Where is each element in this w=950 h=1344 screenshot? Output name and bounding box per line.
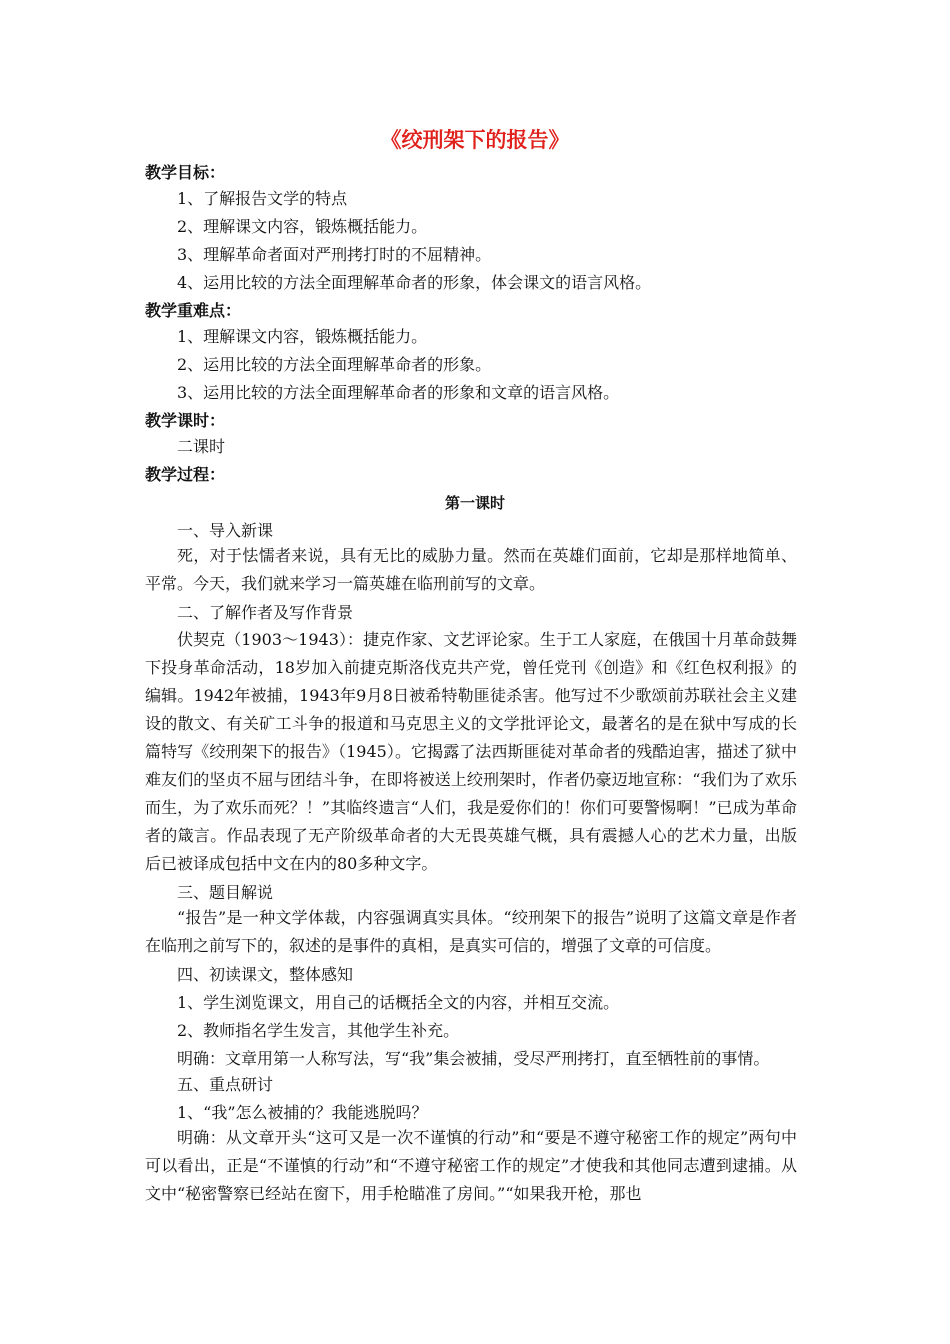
answer-text: 明确：文章用第一人称写法，写“我”集会被捕，受尽严刑拷打，直至牺牲前的事情。: [177, 1049, 770, 1068]
document-title: 《绞刑架下的报告》: [380, 128, 570, 152]
goal-item: 1、了解报告文学的特点: [177, 189, 348, 208]
hours-value: 二课时: [177, 437, 226, 456]
section-heading: 五、重点研讨: [177, 1075, 274, 1094]
section-heading: 二、了解作者及写作背景: [177, 603, 354, 622]
paragraph: 死，对于怯懦者来说，具有无比的威胁力量。然而在英雄们面前，它却是那样地简单、平常。今天，我们就来学习一篇英雄在临刑前写的文章。: [145, 546, 797, 593]
paragraph: 明确：从文章开头“这可又是一次不谨慎的行动”和“要是不遵守秘密工作的规定”两句中可以看出，正是“不谨慎的行动”和“不遵守秘密工作的规定”才使我和其他同志遭到逮捕。从文中“秘密警察已经站在窗下，用手枪瞄准了房间。”“如果我开枪，那也: [145, 1128, 797, 1203]
paragraph: “报告”是一种文学体裁，内容强调真实具体。“绞刑架下的报告”说明了这篇文章是作者在临刑之前写下的，叙述的是事件的真相，是真实可信的，增强了文章的可信度。: [145, 908, 797, 955]
goal-item: 2、理解课文内容，锻炼概括能力。: [177, 217, 428, 236]
key-point-item: 1、理解课文内容，锻炼概括能力。: [177, 327, 428, 346]
key-point-item: 2、运用比较的方法全面理解革命者的形象。: [177, 355, 492, 374]
list-item: 1、学生浏览课文，用自己的话概括全文的内容，并相互交流。: [177, 993, 620, 1012]
goal-item: 3、理解革命者面对严刑拷打时的不屈精神。: [177, 245, 492, 264]
section-heading: 一、导入新课: [177, 521, 274, 540]
goal-item: 4、运用比较的方法全面理解革命者的形象，体会课文的语言风格。: [177, 273, 652, 292]
lesson-title: 第一课时: [444, 494, 505, 512]
question-text: 1、“我”怎么被捕的？我能逃脱吗？: [177, 1103, 428, 1122]
section-heading: 四、初读课文，整体感知: [177, 965, 354, 984]
hours-heading: 教学课时：: [145, 411, 226, 430]
section-heading: 三、题目解说: [177, 883, 274, 902]
key-points-heading: 教学重难点：: [145, 301, 242, 320]
paragraph: 伏契克（1903～1943）：捷克作家、文艺评论家。生于工人家庭，在俄国十月革命鼓舞下投身革命活动，18岁加入前捷克斯洛伐克共产党，曾任党刊《创造》和《红色权利报》的编辑。1942年被捕，1943年9月8日被希特勒匪徒杀害。他写过不少歌颂前苏联社会主义建设的散文、有关矿工斗争的报道和马克思主义的文学批评论文，最著名的是在狱中写成的长篇特写《绞刑架下的报告》（1945）。它揭露了法西斯匪徒对革命者的残酷迫害，描述了狱中难友们的坚贞不屈与团结斗争，在即将被送上绞刑架时，作者仍豪迈地宣称：“我们为了欢乐而生，为了欢乐而死？！”其临终遗言“人们，我是爱你们的！你们可要警惕啊！”已成为革命者的箴言。作品表现了无产阶级革命者的大无畏英雄气概，具有震撼人心的艺术力量，出版后已被译成包括中文在内的80多种文字。: [145, 630, 797, 873]
list-item: 2、教师指名学生发言，其他学生补充。: [177, 1021, 460, 1040]
process-heading: 教学过程：: [145, 465, 226, 484]
goals-heading: 教学目标：: [145, 163, 226, 182]
key-point-item: 3、运用比较的方法全面理解革命者的形象和文章的语言风格。: [177, 383, 620, 402]
